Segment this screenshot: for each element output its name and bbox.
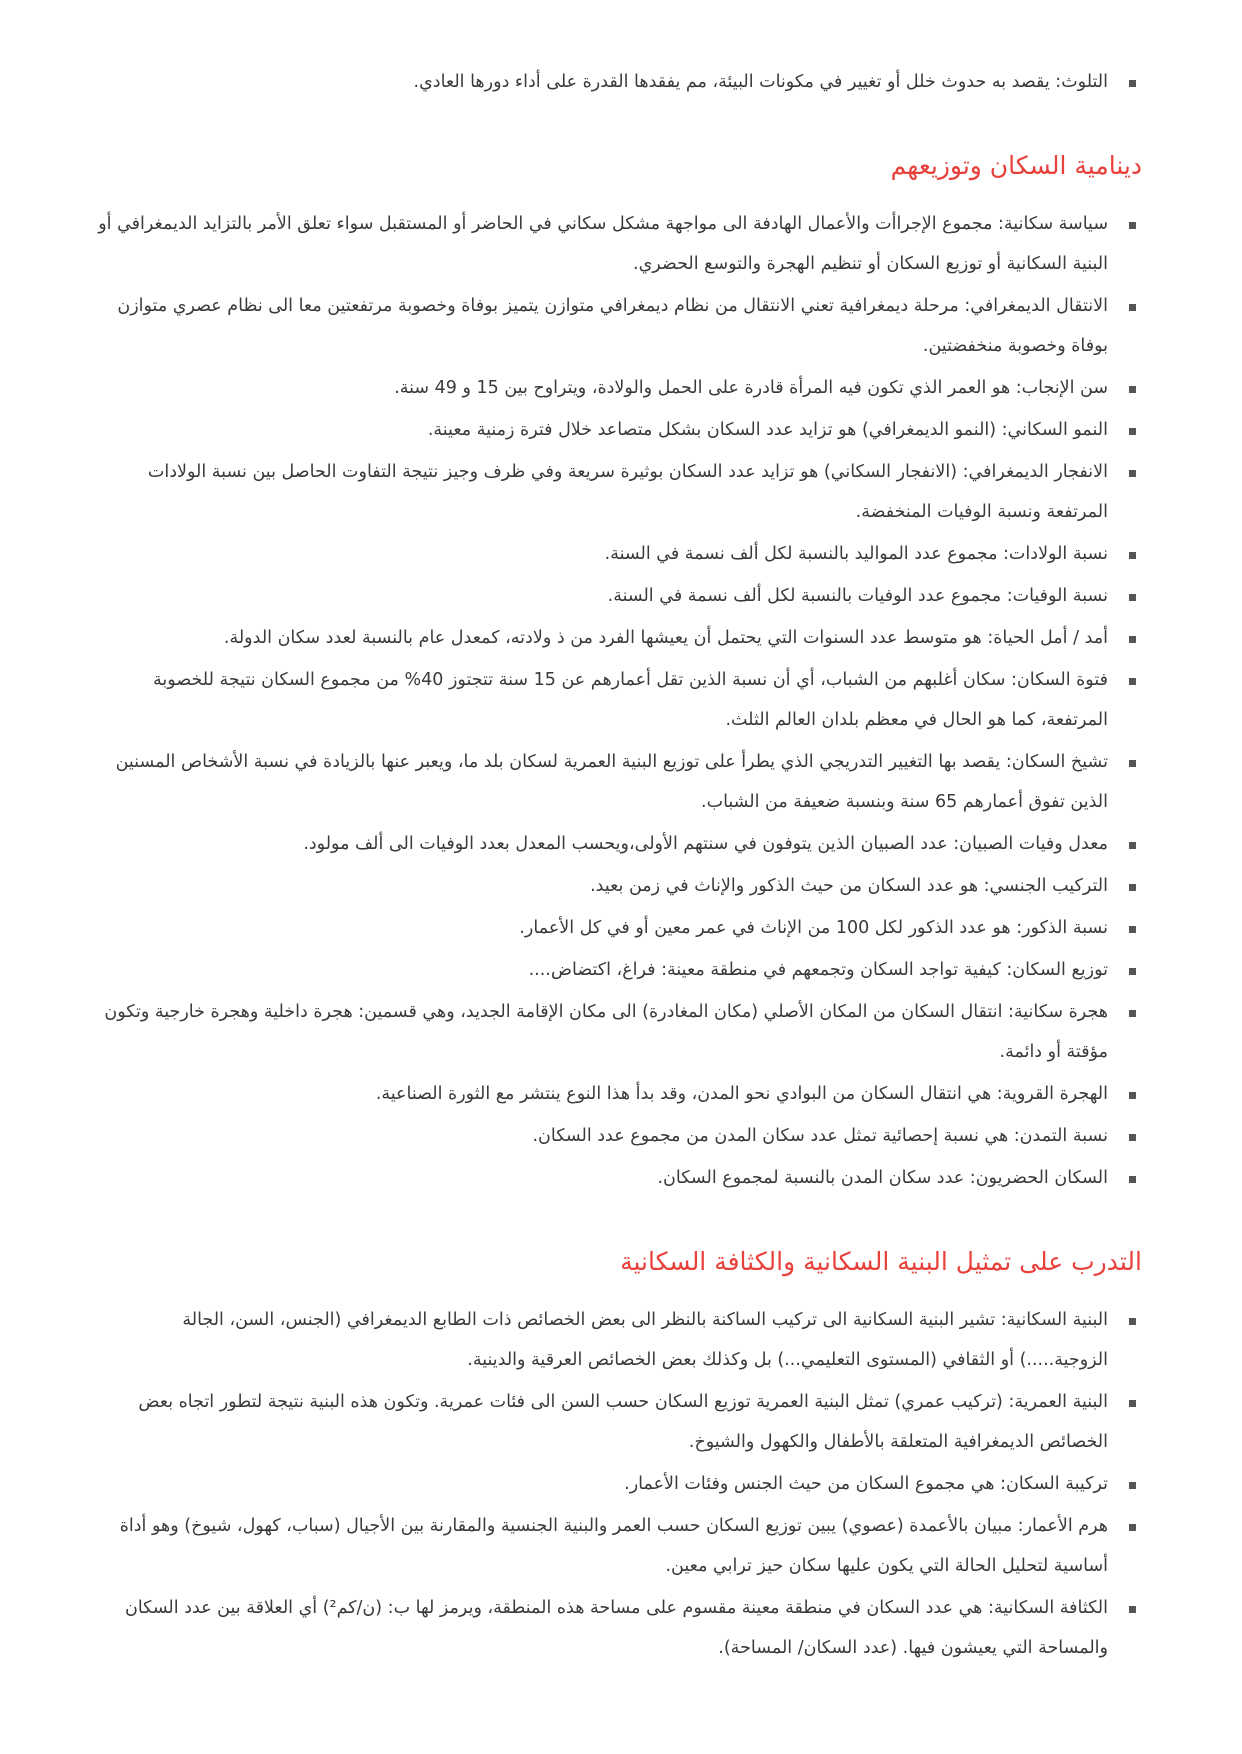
square-bullet-icon bbox=[1129, 304, 1136, 311]
list-item-text: البنية العمرية: (تركيب عمري) تمثل البنية العمرية توزيع السكان حسب السن الى فئات عمرية. وتكون هذه البنية نتيجة لتطور اتجاه بعض الخصائص الديمغرافية المتعلقة بالأطفال والكهول والشيوخ. bbox=[138, 1392, 1108, 1452]
list-item-text: السكان الحضريون: عدد سكان المدن بالنسبة لمجموع السكان. bbox=[657, 1168, 1108, 1188]
list-item-text: الانفجار الديمغرافي: (الانفجار السكاني) هو تزايد عدد السكان بوثيرة سريعة وفي ظرف وجيز نتيجة التفاوت الحاصل بين نسبة الولادات المرتفعة ونسبة الوفيات المنخفضة. bbox=[147, 462, 1108, 522]
list-item-text: نسبة الذكور: هو عدد الذكور لكل 100 من الإناث في عمر معين أو في كل الأعمار. bbox=[519, 918, 1108, 938]
list-item-text: توزيع السكان: كيفية تواجد السكان وتجمعهم في منطقة معينة: فراغ، اكتضاض.... bbox=[528, 960, 1108, 980]
section-title-population-structure: التدرب على تمثيل البنية السكانية والكثافة السكانية bbox=[620, 1247, 1142, 1276]
square-bullet-icon bbox=[1129, 760, 1136, 767]
list-item bbox=[90, 576, 1142, 616]
list-item bbox=[90, 1116, 1142, 1156]
list-item bbox=[90, 618, 1142, 658]
square-bullet-icon bbox=[1129, 386, 1136, 393]
list-item bbox=[90, 452, 1142, 532]
definitions-list-population-structure bbox=[90, 1300, 1142, 1668]
square-bullet-icon bbox=[1129, 80, 1136, 87]
square-bullet-icon bbox=[1129, 1010, 1136, 1017]
list-item bbox=[90, 1300, 1142, 1380]
square-bullet-icon bbox=[1129, 636, 1136, 643]
square-bullet-icon bbox=[1129, 926, 1136, 933]
square-bullet-icon bbox=[1129, 1318, 1136, 1325]
list-item bbox=[90, 286, 1142, 366]
list-item bbox=[90, 1074, 1142, 1114]
list-item bbox=[90, 1464, 1142, 1504]
list-item bbox=[90, 62, 1142, 102]
list-item bbox=[90, 992, 1142, 1072]
section-title-population-dynamics: دينامية السكان وتوزيعهم bbox=[890, 151, 1142, 180]
list-item-text: النمو السكاني: (النمو الديمغرافي) هو تزايد عدد السكان بشكل متصاعد خلال فترة زمنية معينة. bbox=[427, 420, 1108, 440]
list-item-text: الهجرة القروية: هي انتقال السكان من البوادي نحو المدن، وقد بدأ هذا النوع ينتشر مع الثورة الصناعية. bbox=[375, 1084, 1108, 1104]
list-item-text: أمد / أمل الحياة: هو متوسط عدد السنوات التي يحتمل أن يعيشها الفرد من ذ ولادته، كمعدل عام بالنسبة لعدد سكان الدولة. bbox=[223, 628, 1108, 648]
list-item bbox=[90, 1506, 1142, 1586]
list-item bbox=[90, 410, 1142, 450]
list-item-text: التلوث: يقصد به حدوث خلل أو تغيير في مكونات البيئة، مم يفقدها القدرة على أداء دورها العادي. bbox=[413, 72, 1108, 92]
square-bullet-icon bbox=[1129, 1524, 1136, 1531]
square-bullet-icon bbox=[1129, 678, 1136, 685]
list-item bbox=[90, 742, 1142, 822]
list-item-text: التركيب الجنسي: هو عدد السكان من حيث الذكور والإناث في زمن بعيد. bbox=[590, 876, 1108, 896]
list-item-text: نسبة الولادات: مجموع عدد المواليد بالنسبة لكل ألف نسمة في السنة. bbox=[604, 544, 1108, 564]
square-bullet-icon bbox=[1129, 1606, 1136, 1613]
list-item-text: هرم الأعمار: مبيان بالأعمدة (عصوي) يبين توزيع السكان حسب العمر والبنية الجنسية والمقارنة بين الأجيال (سباب، كهول، شيوخ) وهو أداة أساسية لتحليل الحالة التي يكون عليها سكان حيز ترابي معين. bbox=[119, 1516, 1108, 1576]
square-bullet-icon bbox=[1129, 1400, 1136, 1407]
list-item bbox=[90, 1158, 1142, 1198]
list-item bbox=[90, 824, 1142, 864]
square-bullet-icon bbox=[1129, 1482, 1136, 1489]
list-item bbox=[90, 866, 1142, 906]
list-item bbox=[90, 204, 1142, 284]
list-item bbox=[90, 534, 1142, 574]
list-item-text: هجرة سكانية: انتقال السكان من المكان الأصلي (مكان المغادرة) الى مكان الإقامة الجديد، وهي قسمين: هجرة داخلية وهجرة خارجية وتكون مؤقتة أو دائمة. bbox=[104, 1002, 1108, 1062]
list-item-text: البنية السكانية: تشير البنية السكانية الى تركيب الساكنة بالنظر الى بعض الخصائص ذات الطابع الديمغرافي (الجنس، السن، الجالة الزوجية.....) أو الثقافي (المستوى التعليمي...) بل وكذلك بعض الخصائص العرقية والدينية. bbox=[182, 1310, 1108, 1370]
square-bullet-icon bbox=[1129, 594, 1136, 601]
square-bullet-icon bbox=[1129, 552, 1136, 559]
square-bullet-icon bbox=[1129, 470, 1136, 477]
intro-list bbox=[90, 62, 1142, 102]
square-bullet-icon bbox=[1129, 968, 1136, 975]
list-item bbox=[90, 660, 1142, 740]
square-bullet-icon bbox=[1129, 428, 1136, 435]
square-bullet-icon bbox=[1129, 884, 1136, 891]
list-item-text: فتوة السكان: سكان أغلبهم من الشباب، أي أن نسبة الذين تقل أعمارهم عن 15 سنة تتجتوز 40% من مجموع السكان نتيجة للخصوبة المرتفعة، كما هو الحال في معظم بلدان العالم الثلث. bbox=[153, 670, 1108, 730]
definitions-list-population-dynamics bbox=[90, 204, 1142, 1198]
list-item-text: معدل وفيات الصبيان: عدد الصبيان الذين يتوفون في سنتهم الأولى،ويحسب المعدل بعدد الوفيات الى ألف مولود. bbox=[303, 834, 1108, 854]
square-bullet-icon bbox=[1129, 842, 1136, 849]
list-item-text: نسبة التمدن: هي نسبة إحصائية تمثل عدد سكان المدن من مجموع عدد السكان. bbox=[532, 1126, 1108, 1146]
list-item-text: سن الإنجاب: هو العمر الذي تكون فيه المرأة قادرة على الحمل والولادة، ويتراوح بين 15 و 49 سنة. bbox=[394, 378, 1108, 398]
list-item bbox=[90, 908, 1142, 948]
square-bullet-icon bbox=[1129, 1092, 1136, 1099]
list-item bbox=[90, 1382, 1142, 1462]
list-item bbox=[90, 950, 1142, 990]
list-item bbox=[90, 368, 1142, 408]
list-item-text: نسبة الوفيات: مجموع عدد الوفيات بالنسبة لكل ألف نسمة في السنة. bbox=[607, 586, 1108, 606]
list-item-text: الكثافة السكانية: هي عدد السكان في منطقة معينة مقسوم على مساحة هذه المنطقة، ويرمز لها ب: (ن/كم²) أي العلاقة بين عدد السكان والمساحة التي يعيشون فيها. (عدد السكان/ المساحة). bbox=[124, 1598, 1108, 1658]
list-item-text: تركيبة السكان: هي مجموع السكان من حيث الجنس وفئات الأعمار. bbox=[624, 1474, 1108, 1494]
square-bullet-icon bbox=[1129, 222, 1136, 229]
square-bullet-icon bbox=[1129, 1176, 1136, 1183]
list-item-text: تشيخ السكان: يقصد بها التغيير التدريجي الذي يطرأ على توزيع البنية العمرية لسكان بلد ما، ويعبر عنها بالزيادة في نسبة الأشخاص المسنين الذين تفوق أعمارهم 65 سنة وبنسبة ضعيفة من الشباب. bbox=[115, 752, 1108, 812]
list-item-text: سياسة سكانية: مجموع الإجراأت والأعمال الهادفة الى مواجهة مشكل سكاني في الحاضر أو المستقبل سواء تعلق الأمر بالتزايد الديمغرافي أو البنية السكانية أو توزيع السكان أو تنظيم الهجرة والتوسع الحضري. bbox=[98, 214, 1108, 274]
list-item-text: الانتقال الديمغرافي: مرحلة ديمغرافية تعني الانتقال من نظام ديمغرافي متوازن يتميز بوفاة وخصوبة مرتفعتين معا الى نظام عصري متوازن بوفاة وخصوبة منخفضتين. bbox=[117, 296, 1108, 356]
square-bullet-icon bbox=[1129, 1134, 1136, 1141]
list-item bbox=[90, 1588, 1142, 1668]
